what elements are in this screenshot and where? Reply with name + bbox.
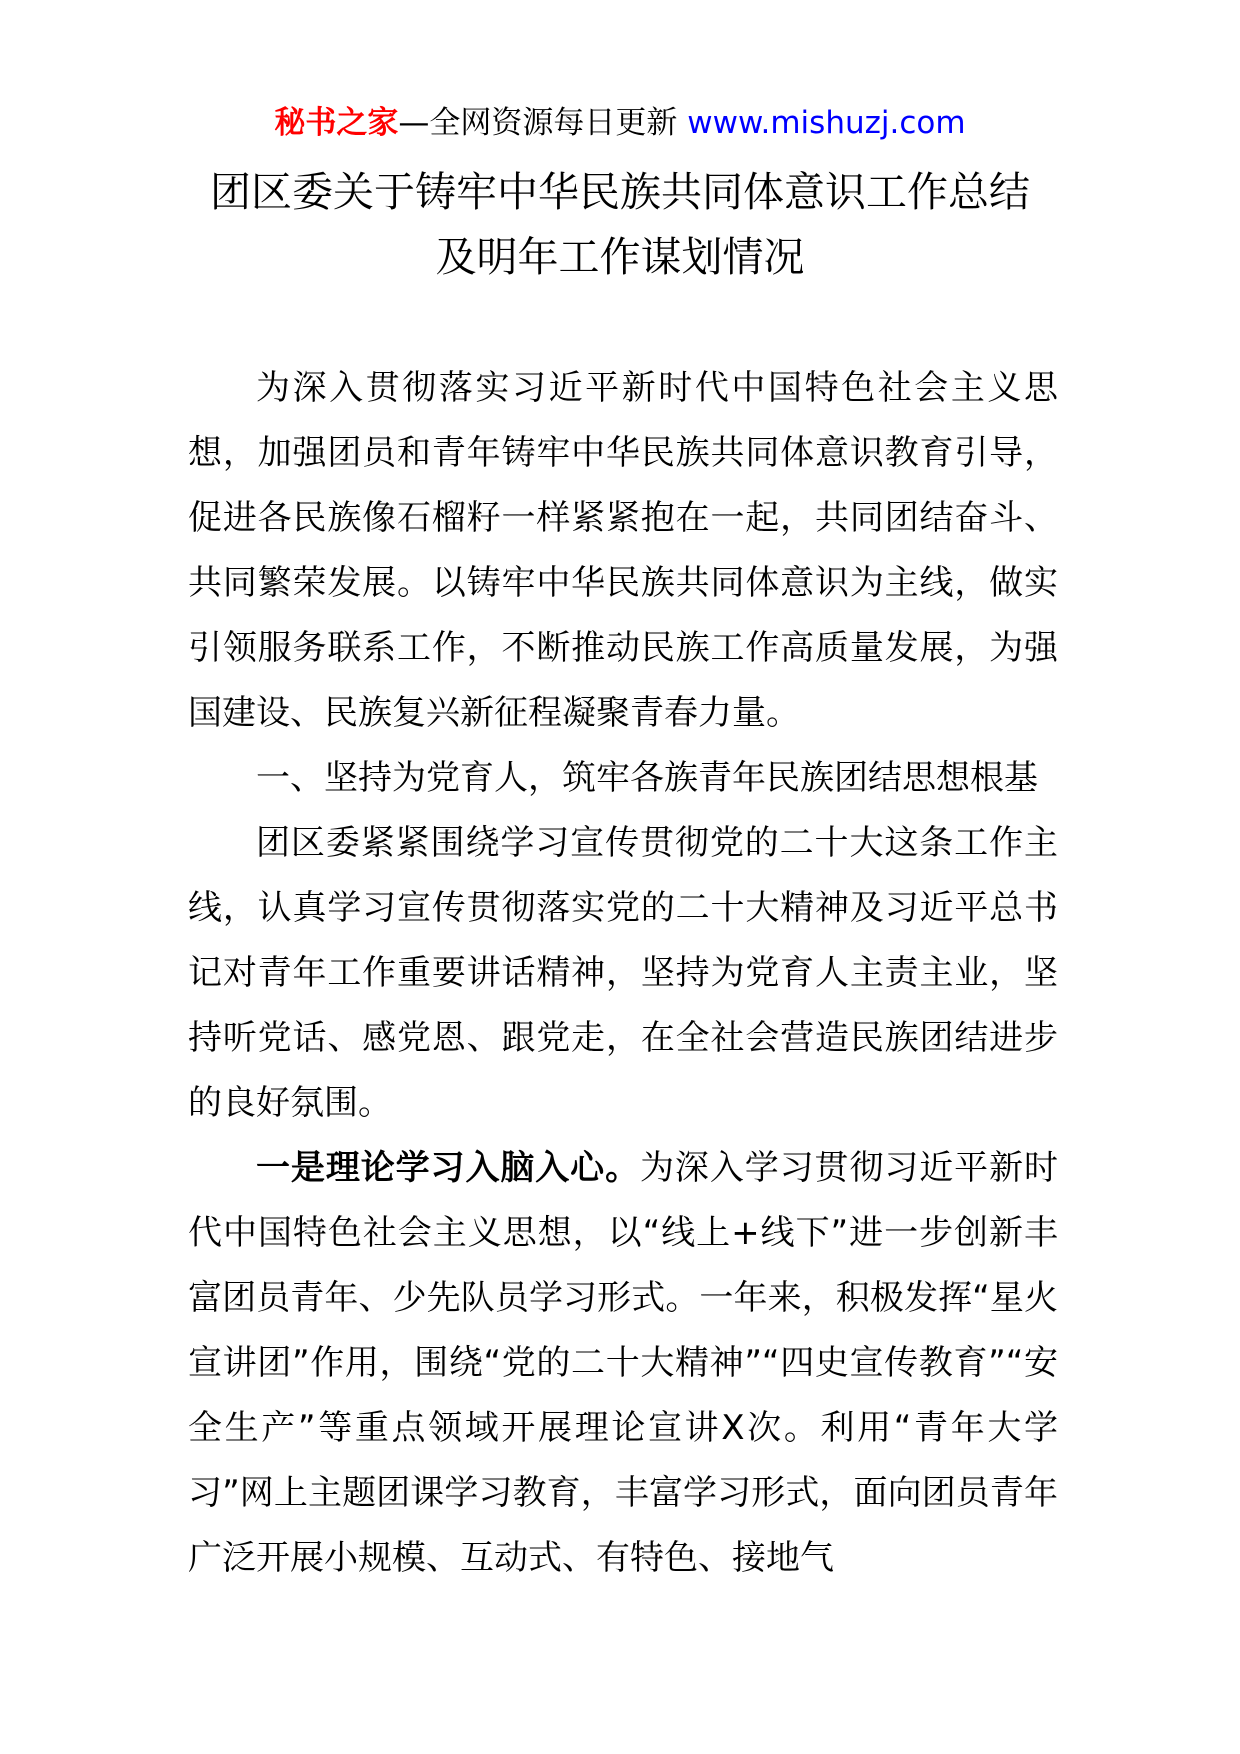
header-tagline: —全网资源每日更新 [398,105,688,141]
point-1-paragraph [188,1136,1058,1591]
section-heading-1: 一、坚持为党育人，筑牢各族青年民族团结思想根基 [256,758,1038,798]
brand-name: 秘书之家 [274,105,399,141]
title-line-1: 团区委关于铸牢中华民族共同体意识工作总结 [210,168,1030,216]
document-body [188,356,1058,1591]
site-url-link[interactable]: www.mishuzj.com [687,105,966,141]
site-header [0,100,1240,146]
title-line-2: 及明年工作谋划情况 [435,233,805,281]
point-1-lead: 一是理论学习入脑入心。 [256,1148,640,1188]
intro-paragraph: 为深入贯彻落实习近平新时代中国特色社会主义思想，加强团员和青年铸牢中华民族共同体意识教育引导，促进各民族像石榴籽一样紧紧抱在一起，共同团结奋斗、共同繁荣发展。以铸牢中华民族共同体意识为主线，做实引领服务联系工作，不断推动民族工作高质量发展，为强国建设、民族复兴新征程凝聚青春力量。 [188,368,1058,733]
point-1-body: 为深入学习贯彻习近平新时代中国特色社会主义思想，以“线上+线下”进一步创新丰富团员青年、少先队员学习形式。一年来，积极发挥“星火宣讲团”作用，围绕“党的二十大精神”“四史宣传教育”“安全生产”等重点领域开展理论宣讲X次。利用“青年大学习”网上主题团课学习教育，丰富学习形式，面向团员青年广泛开展小规模、互动式、有特色、接地气 [188,1148,1058,1578]
section-1-paragraph: 团区委紧紧围绕学习宣传贯彻党的二十大这条工作主线，认真学习宣传贯彻落实党的二十大精神及习近平总书记对青年工作重要讲话精神，坚持为党育人主责主业，坚持听党话、感党恩、跟党走，在全社会营造民族团结进步的良好氛围。 [188,823,1058,1123]
document-title [0,160,1240,290]
